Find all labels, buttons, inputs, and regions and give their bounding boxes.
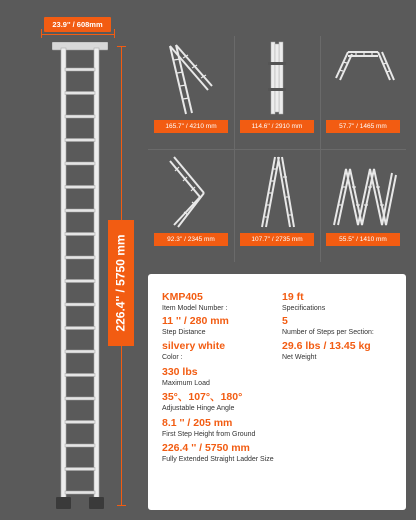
configuration-cell bbox=[320, 149, 406, 262]
ladder-rung bbox=[65, 421, 95, 424]
spec-value: 19 ft bbox=[282, 291, 304, 303]
configuration-cell bbox=[148, 36, 234, 149]
ladder-rung bbox=[65, 444, 95, 447]
ladder-rung bbox=[65, 256, 95, 259]
step-ladder-icon bbox=[242, 153, 312, 229]
spec-label: Specifications bbox=[282, 305, 326, 312]
width-dimension-line bbox=[41, 34, 114, 35]
spec-label: Color : bbox=[162, 354, 183, 361]
spec-label: Fully Extended Straight Ladder Size bbox=[162, 456, 274, 463]
ladder-rung bbox=[65, 491, 95, 494]
spec-label: Item Model Number : bbox=[162, 305, 228, 312]
spec-value: 226.4 '' / 5750 mm bbox=[162, 442, 250, 454]
spec-label: Net Weight bbox=[282, 354, 317, 361]
ladder-rung bbox=[65, 350, 95, 353]
height-dimension-text: 226.4'' / 5750 mm bbox=[114, 234, 129, 332]
spec-value: 11 '' / 280 mm bbox=[162, 315, 229, 327]
spec-item bbox=[162, 366, 210, 389]
height-dimension-cap-bottom bbox=[117, 505, 126, 506]
ladder-rung bbox=[65, 303, 95, 306]
specifications-card bbox=[148, 274, 406, 510]
spec-label: First Step Height from Ground bbox=[162, 431, 256, 438]
ladder-rung bbox=[65, 233, 95, 236]
spec-item bbox=[282, 315, 374, 338]
spec-value: 5 bbox=[282, 315, 288, 327]
configuration-height-label: 92.3'' / 2345 mm bbox=[154, 233, 228, 246]
spec-item bbox=[282, 340, 371, 363]
width-dimension-badge: 23.9'' / 608mm bbox=[44, 17, 111, 32]
spec-label: Step Distance bbox=[162, 329, 206, 336]
height-dimension-cap-top bbox=[117, 46, 126, 47]
ladder-rung bbox=[65, 468, 95, 471]
ladder-rung bbox=[65, 139, 95, 142]
ladder-rung bbox=[65, 186, 95, 189]
spec-item bbox=[162, 417, 255, 440]
configuration-cell bbox=[234, 36, 320, 149]
spec-value: silvery white bbox=[162, 340, 226, 352]
spec-value: 35°、107°、180° bbox=[162, 391, 243, 403]
ladder-rung bbox=[65, 92, 95, 95]
height-dimension-badge bbox=[108, 220, 134, 346]
spec-label: Maximum Load bbox=[162, 380, 210, 387]
configuration-cell bbox=[320, 36, 406, 149]
leaning-ladder-icon bbox=[156, 153, 226, 229]
ladder-rung bbox=[65, 115, 95, 118]
ladder-rung bbox=[65, 209, 95, 212]
spec-value: KMP405 bbox=[162, 291, 203, 303]
configuration-height-label: 107.7'' / 2735 mm bbox=[240, 233, 314, 246]
spec-item bbox=[162, 391, 242, 414]
spec-item bbox=[162, 315, 229, 338]
spec-item bbox=[162, 291, 227, 314]
spec-label: Adjustable Hinge Angle bbox=[162, 405, 235, 412]
spec-value: 29.6 lbs / 13.45 kg bbox=[282, 340, 371, 352]
spec-label: Number of Steps per Section: bbox=[282, 329, 374, 336]
configuration-height-label: 114.6'' / 2910 mm bbox=[240, 120, 314, 133]
width-dimension-cap-right bbox=[114, 29, 115, 38]
ladder-rung bbox=[65, 327, 95, 330]
spec-item bbox=[162, 340, 225, 363]
width-dimension-cap-left bbox=[41, 29, 42, 38]
straight-ladder-image bbox=[52, 42, 108, 510]
configuration-height-label: 57.7'' / 1465 mm bbox=[326, 120, 400, 133]
configuration-cell bbox=[234, 149, 320, 262]
spec-item bbox=[162, 442, 274, 465]
configuration-height-label: 165.7'' / 4210 mm bbox=[154, 120, 228, 133]
configuration-height-label: 55.5'' / 1410 mm bbox=[326, 233, 400, 246]
scaffold-ladder-icon bbox=[328, 40, 398, 116]
zigzag-ladder-icon bbox=[328, 153, 398, 229]
spec-value: 8.1 '' / 205 mm bbox=[162, 417, 233, 429]
spec-item bbox=[282, 291, 325, 314]
ladder-configurations-grid bbox=[148, 36, 406, 264]
a-frame-ladder-icon bbox=[156, 40, 226, 116]
folded-ladder-icon bbox=[242, 40, 312, 116]
ladder-rung bbox=[65, 162, 95, 165]
ladder-rung bbox=[65, 280, 95, 283]
spec-value: 330 lbs bbox=[162, 366, 198, 378]
ladder-rung bbox=[65, 397, 95, 400]
ladder-rung bbox=[65, 68, 95, 71]
ladder-rung bbox=[65, 374, 95, 377]
configuration-cell bbox=[148, 149, 234, 262]
ladder-rungs bbox=[65, 68, 95, 494]
